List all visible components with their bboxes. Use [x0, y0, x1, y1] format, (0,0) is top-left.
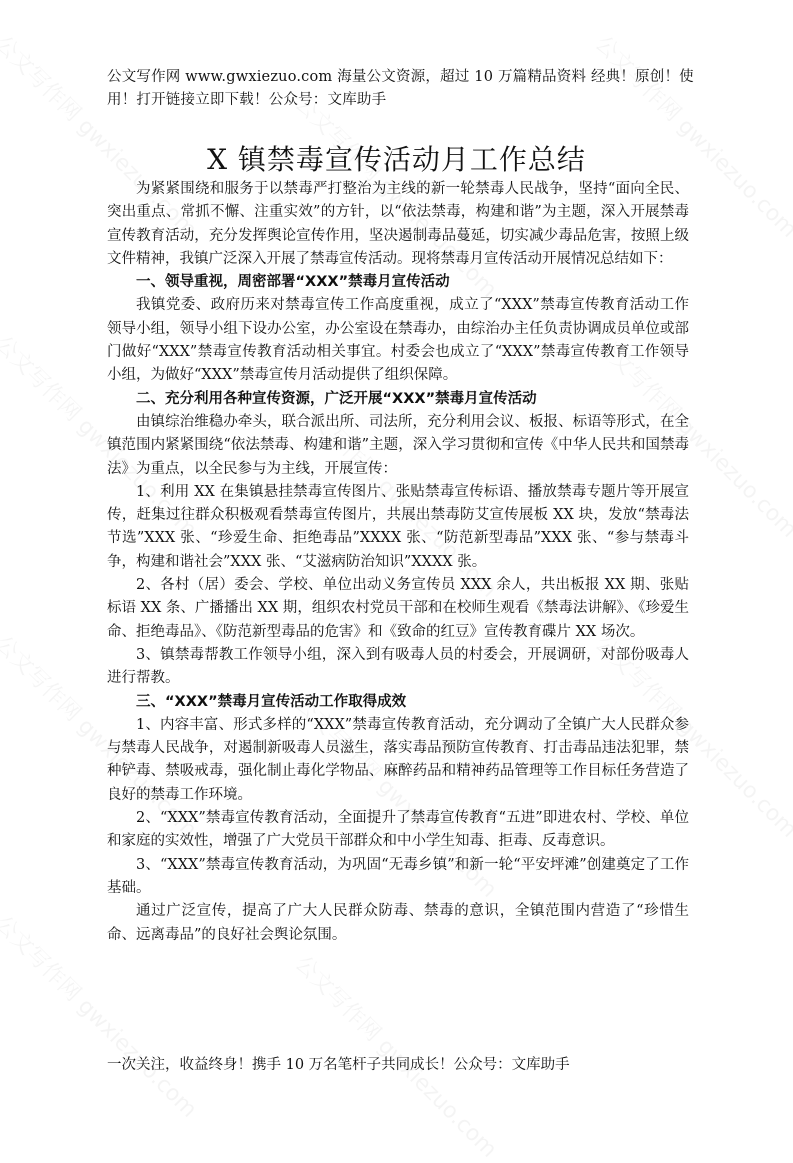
body-paragraph: 1、利用 XX 在集镇悬挂禁毒宣传图片、张贴禁毒宣传标语、播放禁毒专题片等开展宣传，赶集过往群众积极观看禁毒宣传图片，共展出禁毒防艾宣传展板 XX 块，发放“禁毒法节选”XXX 张、“珍爱生命、拒绝毒品”XXXX 张、“防范新型毒品”XXX 张、“参与禁毒斗争，构建和谐社会”XXX 张、“艾滋病防治知识”XXXX 张。: [107, 483, 689, 570]
footer-promo-note: 一次关注，收益终身！携手 10 万名笔杆子共同成长！公众号：文库助手: [107, 1057, 570, 1073]
body-paragraph: 2、“XXX”禁毒宣传教育活动，全面提升了禁毒宣传教育“五进”即进农村、学校、单位和家庭的实效性，增强了广大党员干部群众和中小学生知毒、拒毒、反毒意识。: [107, 810, 689, 850]
body-paragraph: 由镇综治维稳办牵头，联合派出所、司法所，充分利用会议、板报、标语等形式，在全镇范围内紧紧围绕“依法禁毒、构建和谐”主题，深入学习贯彻和宣传《中华人民共和国禁毒法》为重点，以全民参与为主线，开展宣传：: [107, 413, 689, 477]
body-paragraph: 为紧紧围绕和服务于以禁毒严打整治为主线的新一轮禁毒人民战争，坚持“面向全民、突出重点、常抓不懈、注重实效”的方针，以“依法禁毒，构建和谐”为主题，深入开展禁毒宣传教育活动，充分发挥舆论宣传作用，坚决遏制毒品蔓延，切实减少毒品危害，按照上级文件精神，我镇广泛深入开展了禁毒宣传活动。现将禁毒月宣传活动开展情况总结如下：: [107, 181, 689, 267]
document-body: [107, 178, 689, 947]
document-title: X 镇禁毒宣传活动月工作总结: [207, 143, 586, 176]
body-paragraph: 通过广泛宣传，提高了广大人民群众防毒、禁毒的意识，全镇范围内营造了“珍惜生命、远离毒品”的良好社会舆论氛围。: [107, 903, 689, 943]
section-heading: 三、“XXX”禁毒月宣传活动工作取得成效: [136, 693, 407, 710]
body-paragraph: 3、镇禁毒帮教工作领导小组，深入到有吸毒人员的村委会，开展调研，对部份吸毒人进行帮教。: [107, 646, 689, 687]
body-paragraph: 我镇党委、政府历来对禁毒宣传工作高度重视，成立了“XXX”禁毒宣传教育活动工作领导小组，领导小组下设办公室，办公室设在禁毒办，由综治办主任负责协调成员单位或部门做好“XXX”禁毒宣传教育活动相关事宜。村委会也成立了“XXX”禁毒宣传教育工作领导小组，为做好“XXX”禁毒宣传月活动提供了组织保障。: [107, 297, 689, 384]
section-heading: 一、领导重视，周密部署“XXX”禁毒月宣传活动: [136, 274, 450, 291]
body-paragraph: 3、“XXX”禁毒宣传教育活动，为巩固“无毒乡镇”和新一轮“平安坪滩”创建奠定了工作基础。: [107, 856, 689, 896]
section-heading: 二、充分利用各种宣传资源，广泛开展“XXX”禁毒月宣传活动: [136, 390, 537, 407]
body-paragraph: 1、内容丰富、形式多样的“XXX”禁毒宣传教育活动，充分调动了全镇广大人民群众参与禁毒人民战争，对遏制新吸毒人员滋生，落实毒品预防宣传教育、打击毒品违法犯罪，禁种铲毒、禁吸戒毒，强化制止毒化学物品、麻醉药品和精神药品管理等工作目标任务营造了良好的禁毒工作环境。: [107, 716, 689, 803]
body-paragraph: 2、各村（居）委会、学校、单位出动义务宣传员 XXX 余人，共出板报 XX 期、张贴标语 XX 条、广播播出 XX 期，组织农村党员干部和在校师生观看《禁毒法讲解》、《珍爱生命、拒绝毒品》、《防范新型毒品的危害》和《致命的红豆》宣传教育碟片 XX 场次。: [107, 577, 689, 640]
header-promo-note: 公文写作网 www.gwxiezuo.com 海量公文资源，超过 10 万篇精品资料 经典！原创！使用！打开链接立即下载！公众号：文库助手: [107, 69, 694, 108]
